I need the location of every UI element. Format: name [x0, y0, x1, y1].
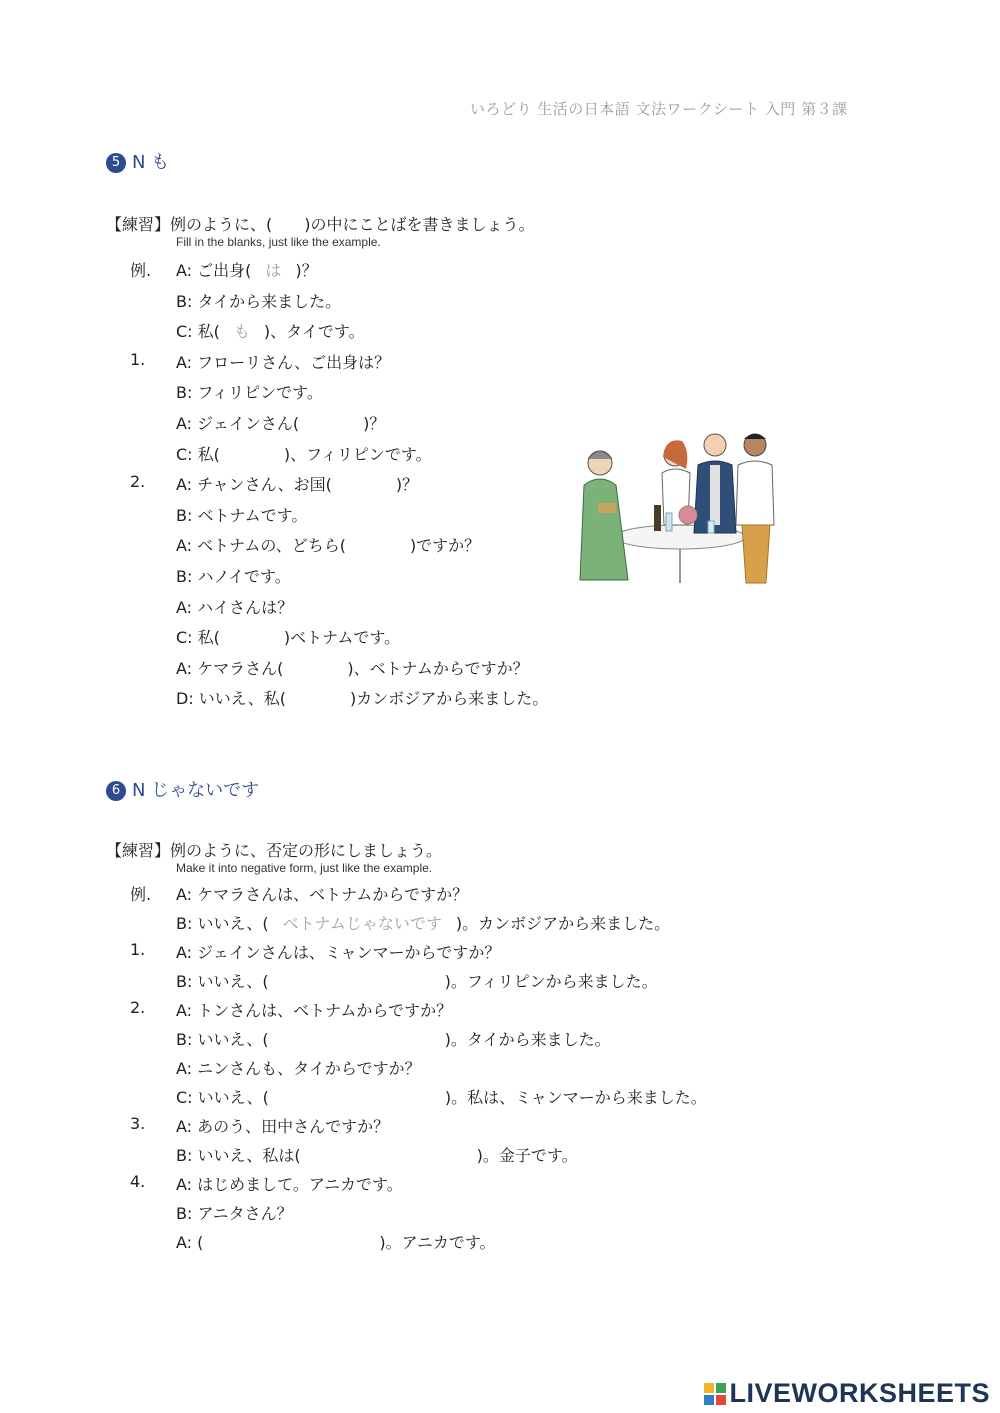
- section-5-title-text: N も: [132, 152, 170, 173]
- dialogue-text: C: いいえ、( )。私は、ミャンマーから来ました。: [176, 1088, 707, 1107]
- dialogue-text: A: ケマラさん( )、ベトナムからですか？: [176, 658, 529, 678]
- dialogue-text: B: いいえ、( )。フィリピンから来ました。: [176, 972, 658, 991]
- dialogue-line: [176, 564, 291, 587]
- dialogue-text: B: いいえ、(: [176, 914, 269, 933]
- item-number: 例.: [130, 885, 152, 904]
- dialogue-text: A: ( )。アニカです。: [176, 1233, 496, 1252]
- dialogue-line: [176, 656, 529, 679]
- dialogue-line: [176, 1201, 293, 1224]
- dialogue-text: A: ハイさんは？: [176, 597, 294, 617]
- item-number: 4.: [130, 1172, 146, 1191]
- logo-text: LIVEWORKSHEETS: [729, 1378, 990, 1408]
- section-6-title: [106, 776, 259, 802]
- dialogue-text: A: あのう、田中さんですか？: [176, 1117, 390, 1136]
- dialogue-line: [176, 625, 400, 648]
- item-number: 例.: [130, 261, 152, 280]
- dialogue-line: [176, 350, 390, 373]
- dialogue-text: B: ハノイです。: [176, 567, 291, 586]
- dialogue-line: [176, 442, 432, 465]
- dialogue-text: C: 私( )、フィリピンです。: [176, 444, 432, 464]
- dialogue-text: )？: [295, 261, 318, 280]
- dialogue-line: [176, 411, 385, 434]
- section-6-title-text: N じゃないです: [132, 780, 260, 801]
- dialogue-text: D: いいえ、私( )カンボジアから来ました。: [176, 689, 549, 709]
- dialogue-line: [176, 1027, 611, 1050]
- liveworksheets-logo: [704, 1378, 990, 1409]
- section-5-instruction-en: Fill in the blanks, just like the example.: [176, 235, 381, 249]
- dialogue-text: A: ニンさんも、タイからですか？: [176, 1059, 421, 1078]
- dialogue-text: B: タイから来ました。: [176, 291, 342, 311]
- dialogue-line: [176, 882, 468, 905]
- item-number: 1.: [130, 940, 146, 959]
- dialogue-text: )、タイです。: [263, 322, 365, 342]
- dialogue-text: A: ジェインさんは、ミャンマーからですか？: [176, 943, 501, 962]
- dialogue-line: [176, 1085, 707, 1108]
- dialogue-line: [176, 595, 293, 618]
- dialogue-line: [176, 289, 341, 312]
- dialogue-line: [176, 940, 500, 963]
- dialogue-line: [176, 969, 658, 992]
- dialogue-line: [176, 533, 480, 556]
- section-6-instruction-en: Make it into negative form, just like the example.: [176, 861, 433, 875]
- section-5-instruction: 【練習】例のように、( )の中にことばを書きましょう。: [106, 215, 535, 234]
- example-answer: は: [265, 261, 282, 280]
- dialogue-text: B: アニタさん？: [176, 1204, 293, 1223]
- dialogue-text: A: トンさんは、ベトナムからですか？: [176, 1001, 453, 1020]
- dialogue-line: [176, 1230, 496, 1253]
- dialogue-line: [176, 998, 452, 1021]
- item-number: 3.: [130, 1114, 146, 1133]
- dialogue-text: A: ベトナムの、どちら( )ですか？: [176, 536, 481, 556]
- dialogue-text: B: フィリピンです。: [176, 383, 323, 403]
- dialogue-line: [176, 503, 307, 526]
- dialogue-text: A: ケマラさんは、ベトナムからですか？: [176, 885, 469, 904]
- example-answer: も: [233, 322, 250, 342]
- dialogue-line: [176, 319, 365, 342]
- dialogue-text: C: 私(: [176, 322, 220, 342]
- dialogue-line: [176, 1114, 389, 1137]
- section-6-instruction: 【練習】例のように、否定の形にしましょう。: [106, 841, 443, 860]
- worksheet-header: いろどり 生活の日本語 文法ワークシート 入門 第３課: [470, 100, 848, 118]
- party-illustration: [570, 425, 780, 585]
- dialogue-text: A: フローリさん、ご出身は？: [176, 352, 391, 372]
- dialogue-text: A: チャンさん、お国( )？: [176, 475, 419, 495]
- dialogue-text: B: いいえ、私は( )。金子です。: [176, 1146, 578, 1165]
- dialogue-line: [176, 911, 670, 934]
- dialogue-text: B: ベトナムです。: [176, 505, 308, 525]
- dialogue-text: )。カンボジアから来ました。: [455, 914, 671, 933]
- section-5-title: [106, 148, 169, 174]
- item-number: 2.: [130, 998, 146, 1017]
- dialogue-text: A: ジェインさん( )？: [176, 414, 386, 433]
- dialogue-text: A: ご出身(: [176, 261, 252, 280]
- liveworksheets-mark-icon: [704, 1383, 726, 1405]
- dialogue-line: [176, 380, 323, 403]
- dialogue-line: [176, 472, 418, 495]
- dialogue-line: [176, 1172, 403, 1195]
- dialogue-line: [176, 1143, 578, 1166]
- section-6-number: 6: [106, 781, 126, 801]
- dialogue-line: [176, 1056, 421, 1079]
- dialogue-text: C: 私( )ベトナムです。: [176, 628, 401, 648]
- dialogue-line: [176, 686, 548, 709]
- example-answer: ベトナムじゃないです: [282, 914, 442, 933]
- dialogue-text: A: はじめまして。アニカです。: [176, 1175, 403, 1194]
- item-number: 1.: [130, 349, 146, 369]
- section-5-number: 5: [106, 153, 126, 173]
- dialogue-text: B: いいえ、( )。タイから来ました。: [176, 1030, 611, 1049]
- item-number: 2.: [130, 472, 146, 492]
- dialogue-line: [176, 258, 318, 281]
